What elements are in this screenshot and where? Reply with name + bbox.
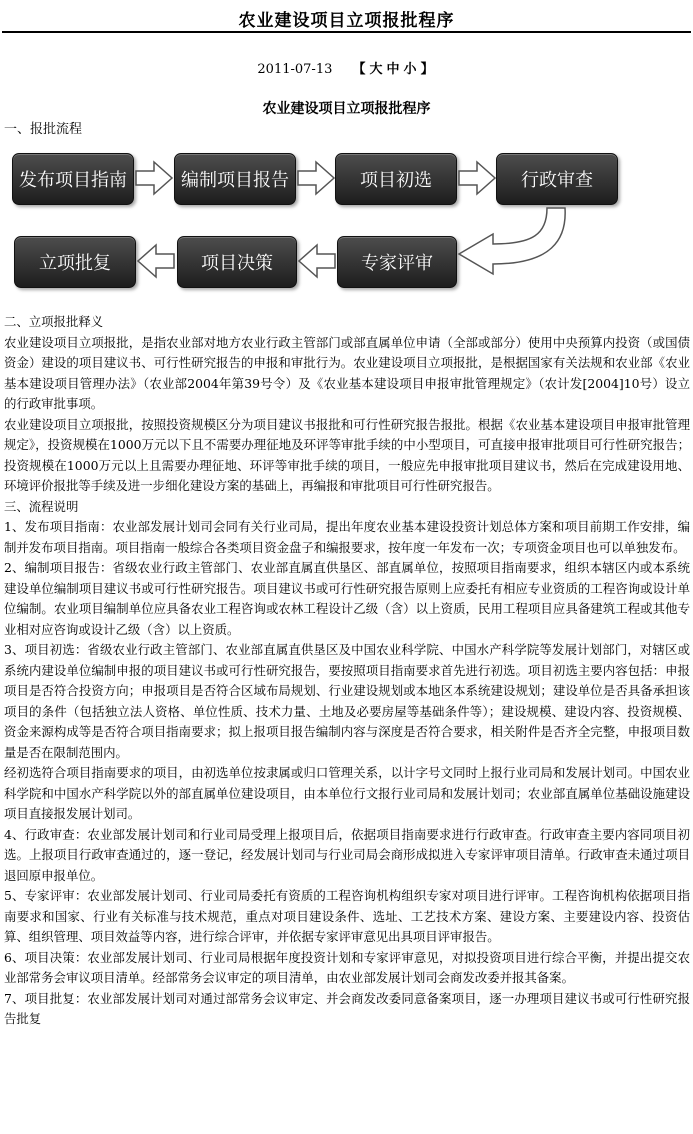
font-size-control [351,62,436,77]
flow-arrow-right-icon [457,160,497,196]
process-paragraph: 4、行政审查：农业部发展计划司和行业司局受理上报项目后，依据项目指南要求进行行政审查。行政审查主要内容同项目初选。上报项目行政审查通过的，逐一登记，经发展计划司与行业司局会商形成拟进入专家评审项目清单。行政审查未通过项目退回原申报单位。 [4,826,690,883]
flow-step-initial-selection: 项目初选 [335,153,457,205]
article-meta [0,58,693,77]
flow-arrow-left-icon [136,243,176,279]
explanation-paragraph: 农业建设项目立项报批，是指农业部对地方农业行政主管部门或部直属单位申请（全部或部分）使用中央预算内投资（或国债资金）建设的项目建议书、可行性研究报告的申报和审批行为。农业建设项目立项报批，是根据国家有关法规和农业部《农业基本建设项目管理办法》（农业部2004年第39号令）及《农业基本建设项目申报审批管理规定》（农计发[2004]10号）设立的行政审批事项。 [4,334,690,411]
article-subtitle: 农业建设项目立项报批程序 [262,101,431,117]
page-title: 农业建设项目立项报批程序 [238,11,455,31]
section-heading-process: 三、流程说明 [4,498,79,514]
flow-arrow-right-icon [134,160,174,196]
process-paragraph: 6、项目决策：农业部发展计划司、行业司局根据年度投资计划和专家评审意见，对拟投资项目进行综合平衡，并提出提交农业部常务会审议项目清单。经部常务会议审定的项目清单，由农业部发展计划司会商发改委并报其备案。 [4,949,690,985]
process-paragraph: 经初选符合项目指南要求的项目，由初选单位按隶属或归口管理关系，以计字号文同时上报行业司局和发展计划司。中国农业科学院和中国水产科学院以外的部直属单位建设项目，由本单位行文报行业司局和发展计划司；农业部直属单位基础设施建设项目直接报发展计划司。 [4,765,690,821]
flow-step-admin-review: 行政审查 [496,153,618,205]
flow-arrow-right-icon [296,160,336,196]
flow-step-project-decision: 项目决策 [177,236,297,288]
flow-step-prepare-report: 编制项目报告 [174,153,296,205]
section-heading-flow: 一、报批流程 [4,122,83,137]
approval-flowchart [0,140,693,295]
font-size-bracket-close: 】 [420,62,434,77]
flow-step-expert-review: 专家评审 [337,236,457,288]
publish-date: 2011-07-13 [257,62,333,77]
process-paragraph: 7、项目批复：农业部发展计划司对通过部常务会议审定、并会商发改委同意备案项目，逐一办理项目建议书或可行性研究报告批复 [4,990,690,1026]
font-size-small-link[interactable]: 小 [403,62,417,77]
flow-step-approval: 立项批复 [14,236,136,288]
flow-curved-arrow-icon [455,206,585,278]
process-paragraph: 2、编制项目报告：省级农业行政主管部门、农业部直属直供垦区、部直属单位，按照项目指南要求，组织本辖区内或本系统建设单位编制项目建议书或可行性研究报告。项目建议书或可行性研究报告原则上应委托有相应专业资质的工程咨询或设计单位编制。农业项目编制单位应具备农业工程咨询或农林工程设计乙级（含）以上资质，民用工程项目应具备建筑工程或其他专业相对应咨询或设计乙级（含）以上资质。 [4,560,690,637]
explanation-section [4,312,690,1030]
process-paragraph: 5、专家评审：农业部发展计划司、行业司局委托有资质的工程咨询机构组织专家对项目进行评审。工程咨询机构依据项目指南要求和国家、行业有关标准与技术规范，重点对项目建设条件、选址、工艺技术方案、建设方案、主要建设内容、投资估算、组织管理、项目效益等内容，进行综合评审，并依据专家评审意见出具项目评审报告。 [4,888,690,944]
font-size-medium-link[interactable]: 中 [386,62,400,77]
process-paragraph: 3、项目初选：省级农业行政主管部门、农业部直属直供垦区及中国农业科学院、中国水产科学院等发展计划部门，对辖区或系统内建设单位编制申报的项目建议书或可行性研究报告，要按照项目指南要求首先进行初选。项目初选主要内容包括：申报项目是否符合投资方向；申报项目是否符合区域布局规划、行业建设规划或本地区本系统建设规划；建设单位是否具备承担该项目的条件（包括独立法人资格、单位性质、技术力量、土地及必要房屋等基础条件等）；建设规模、建设内容、投资规模、资金来源构成等是否符合项目指南要求；拟上报项目报告编制内容与深度是否符合要求，相关附件是否齐全完整，申报项目数量是否在限制范围内。 [4,642,690,760]
font-size-bracket-open: 【 [352,62,366,77]
flow-step-publish-guide: 发布项目指南 [12,153,134,205]
process-paragraph: 1、发布项目指南：农业部发展计划司会同有关行业司局，提出年度农业基本建设投资计划总体方案和项目前期工作安排，编制并发布项目指南。项目指南一般综合各类项目资金盘子和编报要求，按年度一年发布一次；专项资金项目也可以单独发布。 [4,519,690,555]
font-size-large-link[interactable]: 大 [369,62,383,77]
flow-arrow-left-icon [297,243,337,279]
explanation-paragraph: 农业建设项目立项报批，按照投资规模区分为项目建议书报批和可行性研究报告报批。根据《农业基本建设项目申报审批管理规定》，投资规模在1000万元以下且不需要办理征地及环评等审批手续的中小型项目，可直接申报审批项目可行性研究报告；投资规模在1000万元以上且需要办理征地、环评等审批手续的项目，一般应先申报审批项目建议书，然后在完成建设用地、环境评价报批等手续及进一步细化建设方案的基础上，再编报和审批项目可行性研究报告。 [4,416,690,493]
title-divider [2,31,691,33]
section-heading-explanation: 二、立项报批释义 [4,314,104,329]
